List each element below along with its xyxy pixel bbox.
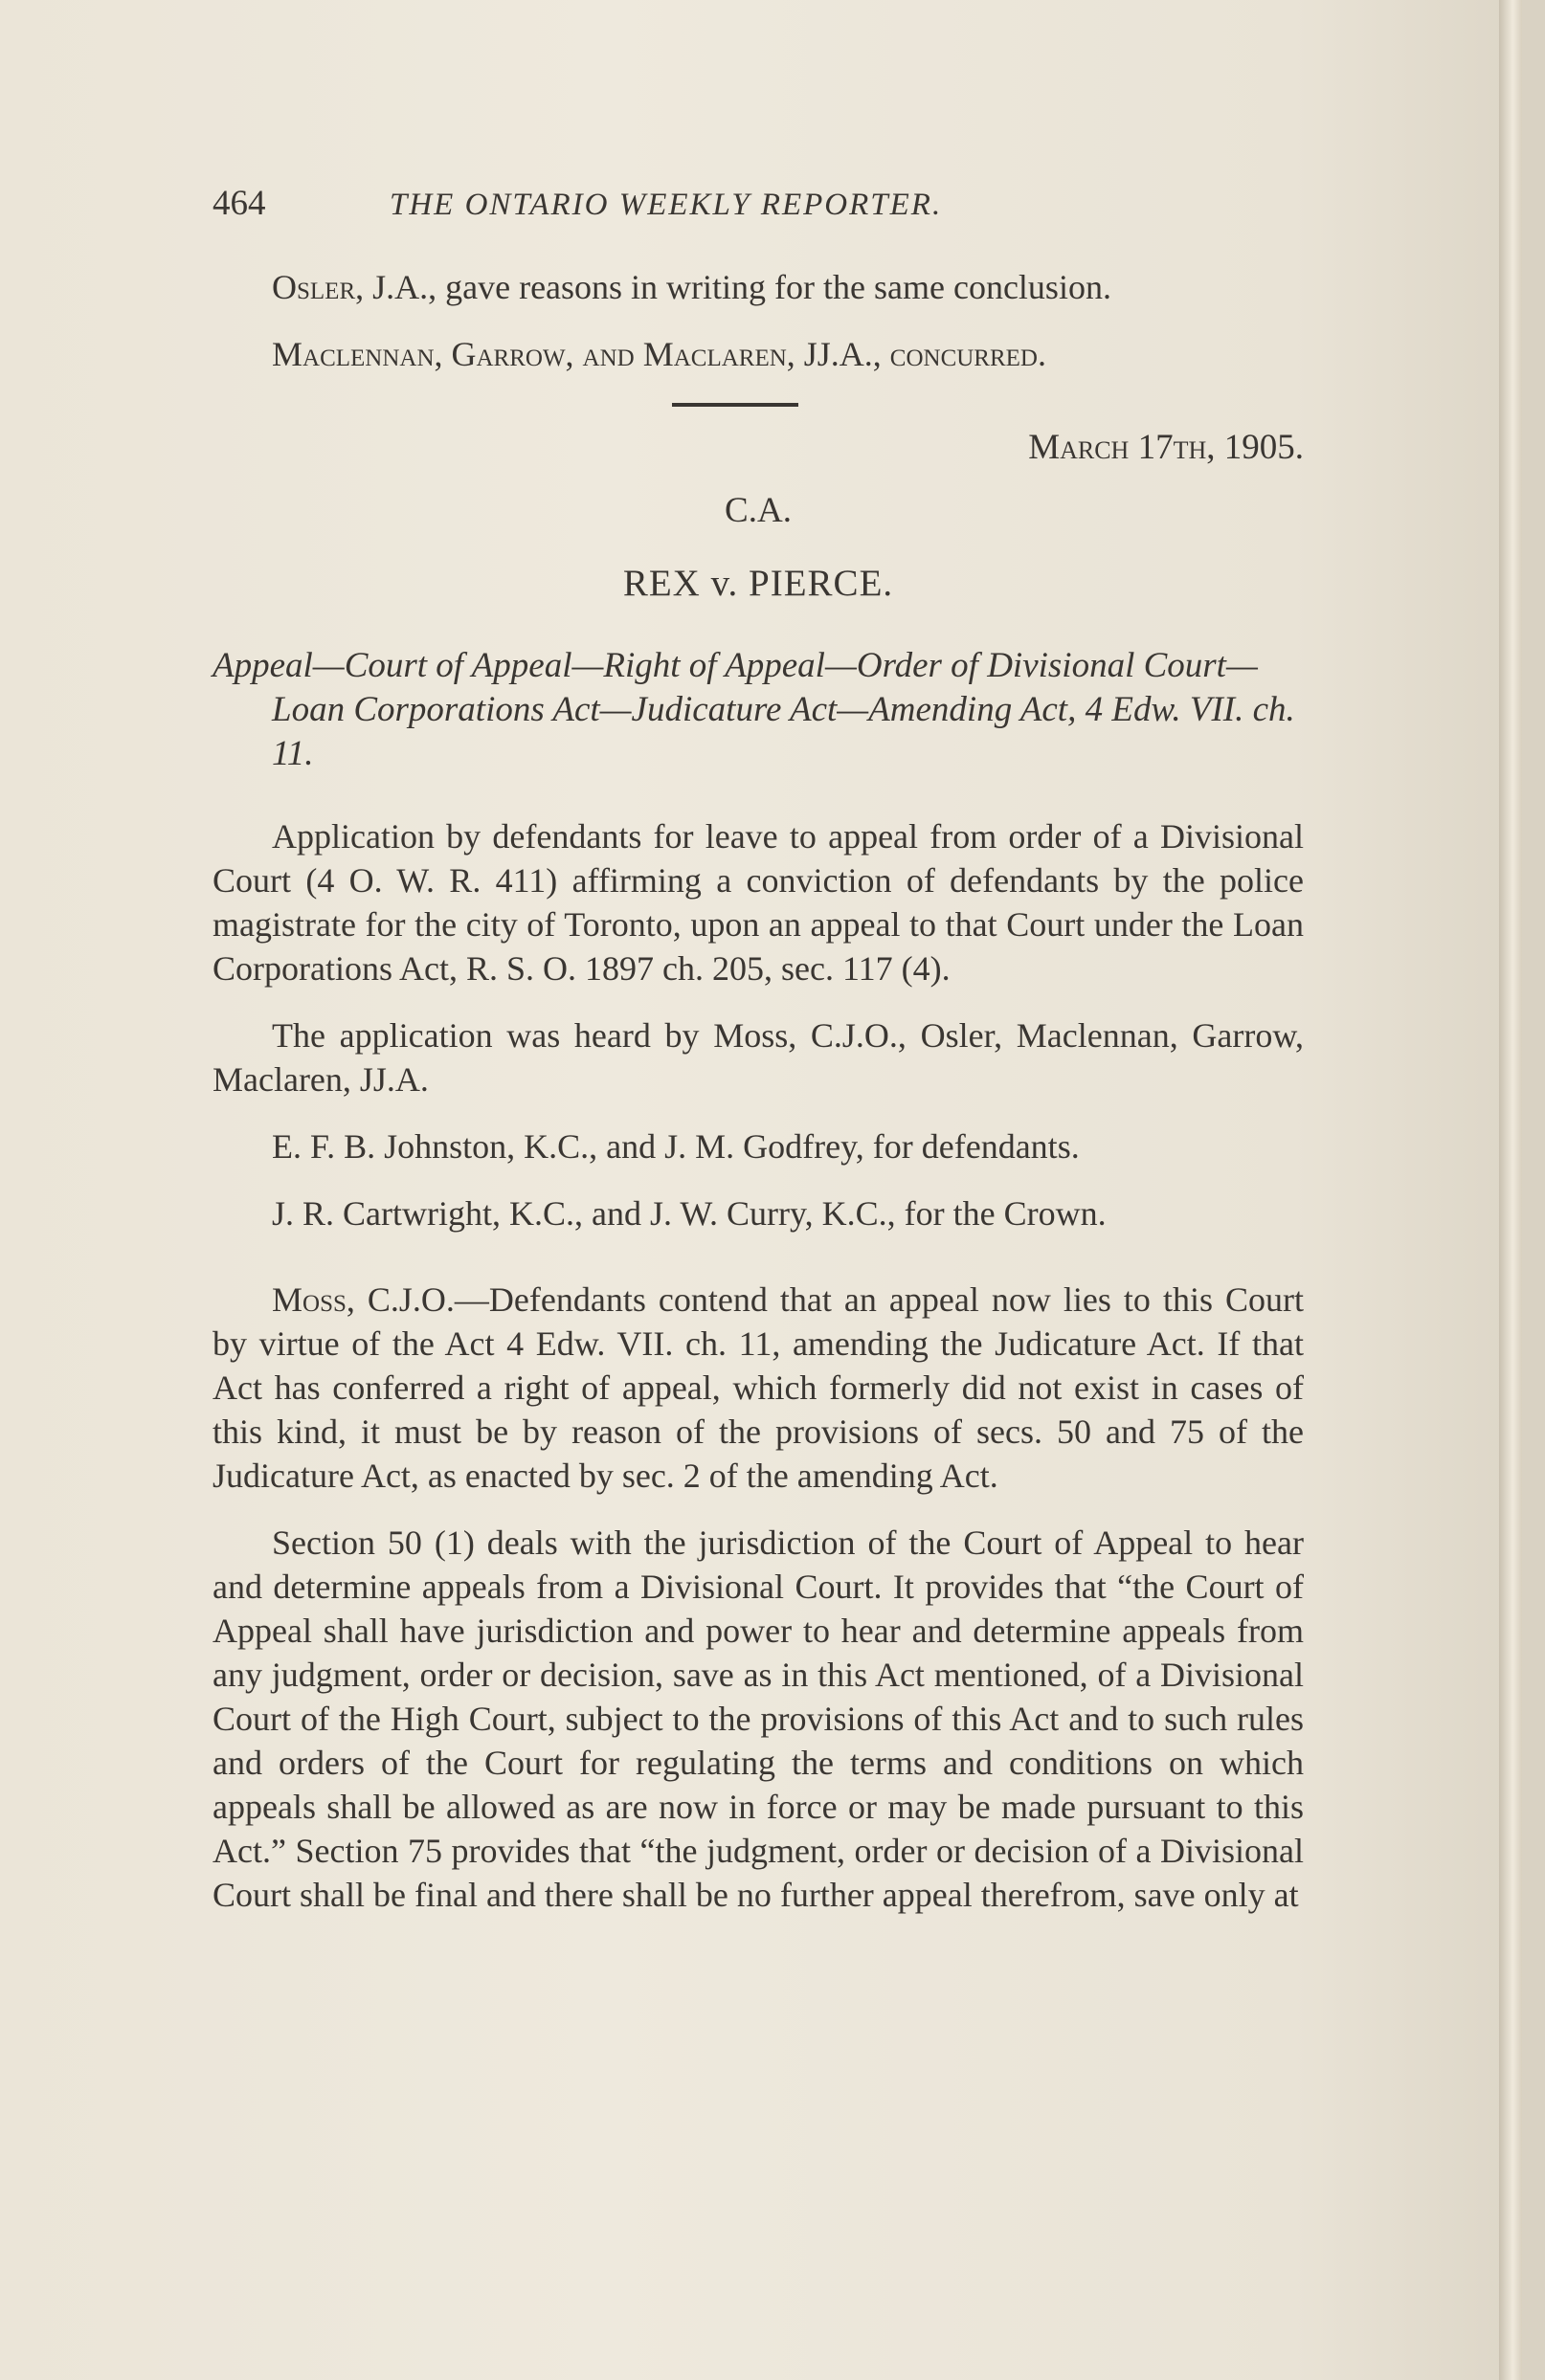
case-date: March 17th, 1905. xyxy=(1028,428,1304,467)
prev-case-paragraph-2: Maclennan, Garrow, and Maclaren, JJ.A., concurred. xyxy=(272,335,1046,373)
body-paragraph-1: Application by defendants for leave to appeal from order of a Divisional Court (4 O. W. R. 411) affirming a conviction of defendants by the police magistrate for the city of Toronto, upon an appeal to that Court under the Loan Corporations Act, R. S. O. 1897 ch. 205, sec. 117 (4). xyxy=(213,817,1304,988)
section-divider xyxy=(672,403,798,407)
paragraph-text: , J.A., gave reasons in writing for the same conclusion. xyxy=(355,268,1111,306)
judge-name: Moss xyxy=(272,1280,347,1319)
body-paragraph-6: Section 50 (1) deals with the jurisdiction of the Court of Appeal to hear and determine appeals from a Divisional Court. It provides that “the Court of Appeal shall have jurisdiction and power to hear and determine appeals from any judgment, order or decision, save as in this Act mentioned, of a Divisional Court of the High Court, subject to the provisions of this Act and to such rules and orders of the Court for regulating the terms and conditions on which appeals shall be allowed as are now in force or may be made pursuant to this Act.” Section 75 provides that “the judgment, order or decision of a Divisional Court shall be final and there shall be no further appeal therefrom, save only at xyxy=(213,1524,1304,1914)
page-header xyxy=(213,182,1304,227)
page-number: 464 xyxy=(213,184,266,223)
spacer xyxy=(213,1258,1304,1278)
case-title: REX v. PIERCE. xyxy=(622,563,894,604)
case-headnote: Appeal—Court of Appeal—Right of Appeal—Order of Divisional Court—Loan Corporations Act—Judicature Act—Amending Act, 4 Edw. VII. ch. 11. xyxy=(213,646,1295,773)
body-paragraph-4: J. R. Cartwright, K.C., and J. W. Curry, K.C., for the Crown. xyxy=(272,1194,1107,1233)
body-paragraph-5 xyxy=(213,1278,1304,1498)
paragraph-text: , C.J.O.—Defendants contend that an appeal now lies to this Court by virtue of the Act 4 Edw. VII. ch. 11, amending the Judicature Act. If that Act has conferred a right of appeal, which formerly did not exist in cases of this kind, it must be by reason of the provisions of secs. 50 and 75 of the Judicature Act, as enacted by sec. 2 of the amending Act. xyxy=(213,1280,1304,1495)
page-text xyxy=(213,182,1304,1940)
running-title: THE ONTARIO WEEKLY REPORTER. xyxy=(390,188,943,222)
prev-case-paragraph-1 xyxy=(213,265,1304,309)
judge-name: Osler xyxy=(272,268,356,306)
body-paragraph-3: E. F. B. Johnston, K.C., and J. M. Godfrey, for defendants. xyxy=(272,1127,1080,1166)
body-paragraph-2: The application was heard by Moss, C.J.O., Osler, Maclennan, Garrow, Maclaren, JJ.A. xyxy=(213,1016,1304,1099)
court-label: C.A. xyxy=(725,491,792,530)
page-edge xyxy=(1499,0,1522,2380)
